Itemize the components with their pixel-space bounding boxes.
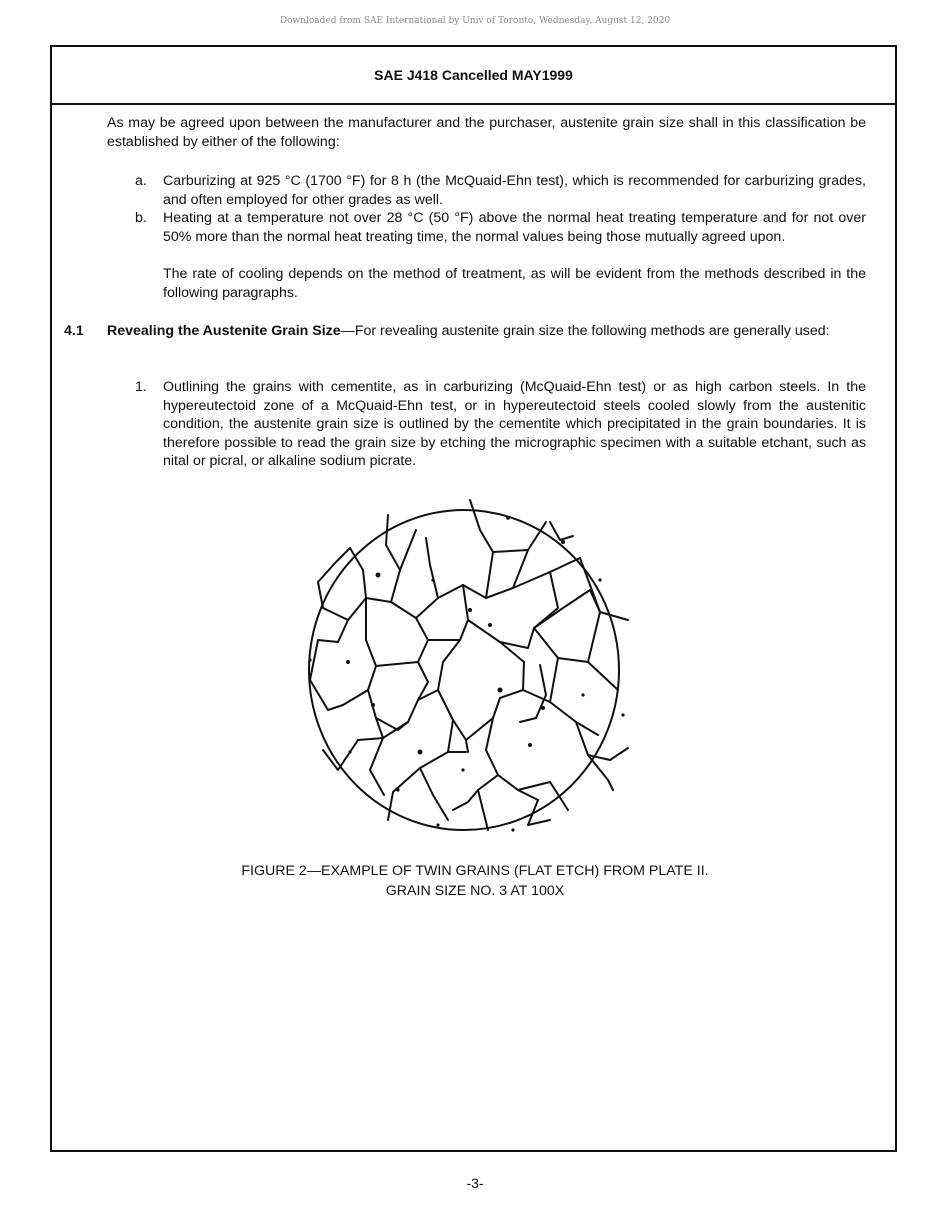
page-number: -3- — [466, 1175, 484, 1191]
item-1-marker: 1. — [135, 379, 147, 395]
item-1-text: Outlining the grains with cementite, as in carburizing (McQuaid-Ehn test) or as high carbon steels. In the hypereutectoid zone of a McQuaid-Ehn test, or in hypereutectoid steels cooled slowly from the austenitic condition, the austenite grain size is outlined by the cementite which precipitated in the grain boundaries. It is therefore possible to read the grain size by etching the micrographic specimen with a suitable etchant, such as nital or picral, or alkaline sodium picrate. — [163, 379, 866, 469]
download-note: Downloaded from SAE International by Univ of Toronto, Wednesday, August 12, 2020 — [279, 16, 671, 26]
header-title: SAE J418 Cancelled MAY1999 — [374, 67, 573, 83]
twin-grains-micrograph — [288, 490, 650, 850]
intro-paragraph: As may be agreed upon between the manufacturer and the purchaser, austenite grain size shall in this classification be established by either of the following: — [107, 115, 866, 150]
section-text: —For revealing austenite grain size the following methods are generally used: — [340, 323, 830, 339]
method-a-text: Carburizing at 925 °C (1700 °F) for 8 h (the McQuaid-Ehn test), which is recommended for carburizing grades, and often employed for other grades as well. — [163, 173, 866, 208]
document-header — [52, 47, 895, 105]
cooling-note: The rate of cooling depends on the method of treatment, as will be evident from the methods described in the following paragraphs. — [163, 266, 866, 301]
section-number: 4.1 — [64, 323, 84, 339]
section-paragraph — [107, 322, 866, 341]
method-b-text: Heating at a temperature not over 28 °C (50 °F) above the normal heat treating temperature and for not over 50% more than the normal heat treating time, the normal values being those mutually agreed upon. — [163, 210, 866, 245]
section-heading: Revealing the Austenite Grain Size — [107, 323, 341, 339]
method-a-marker: a. — [135, 173, 147, 189]
figure-caption-line-2: GRAIN SIZE NO. 3 AT 100X — [385, 883, 565, 899]
method-b-marker: b. — [135, 210, 147, 226]
figure-caption-line-1: FIGURE 2—EXAMPLE OF TWIN GRAINS (FLAT ETCH) FROM PLATE II. — [241, 863, 709, 879]
